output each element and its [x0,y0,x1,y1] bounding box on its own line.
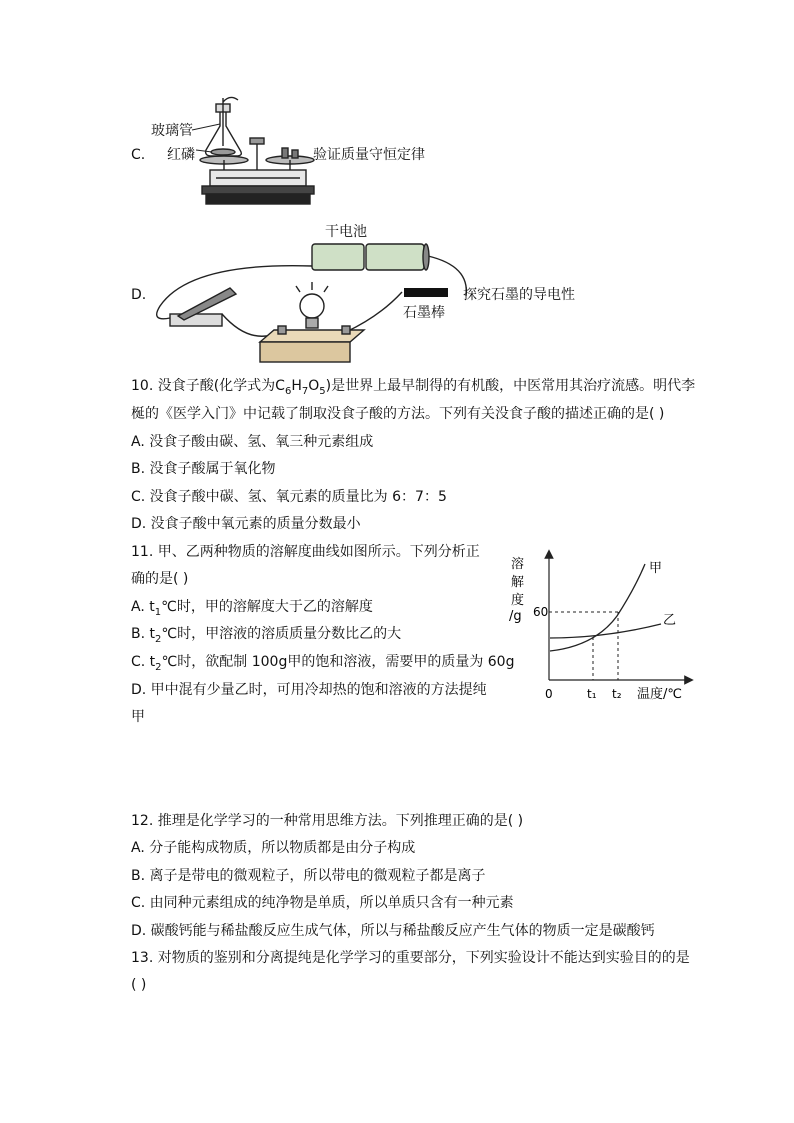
q12-option-c[interactable]: C. 由同种元素组成的纯净物是单质，所以单质只含有一种元素 [131,895,514,911]
q11-option-a[interactable]: A. $t_1℃$时，甲的溶解度大于乙的溶解度 [131,599,373,618]
q12-option-b[interactable]: B. 离子是带电的微观粒子，所以带电的微观粒子都是离子 [131,868,486,884]
series-yi-label: 乙 [663,613,677,628]
circuit-apparatus-figure [150,236,480,368]
q12-option-a[interactable]: A. 分子能构成物质，所以物质都是由分子构成 [131,840,416,856]
q13-stem-line-2: ( ) [131,977,147,993]
y-axis-label-3: 度 [511,593,525,608]
q10-option-b[interactable]: B. 没食子酸属于氧化物 [131,461,276,477]
flask-with-glass-tube [206,97,242,156]
q13-stem-line-1: 13. 对物质的鉴别和分离提纯是化学学习的重要部分，下列实验设计不能达到实验目的的是 [131,950,690,966]
q11-option-d-line-2: 甲 [131,709,145,725]
label-red-phosphorus: 红磷 [167,147,195,163]
y-axis-label-4: /g [509,609,522,624]
origin-label: 0 [545,687,553,701]
bulb-board [260,282,364,362]
balance-scale [200,138,314,204]
knife-switch [170,288,236,326]
q11-option-c[interactable]: C. $t_2℃$时，欲配制 100g甲的饱和溶液，需要甲的质量为 60g [131,654,515,673]
label-graphite-rod: 石墨棒 [403,305,445,321]
option-d-caption: 探究石墨的导电性 [463,287,575,303]
q11-option-b[interactable]: B. $t_2℃$时，甲溶液的溶质质量分数比乙的大 [131,626,402,645]
q10-option-a[interactable]: A. 没食子酸由碳、氢、氧三种元素组成 [131,434,374,450]
option-d-letter: D. [131,287,147,303]
q10-option-d[interactable]: D. 没食子酸中氧元素的质量分数最小 [131,516,361,532]
q12-option-d[interactable]: D. 碳酸钙能与稀盐酸反应生成气体，所以与稀盐酸反应产生气体的物质一定是碳酸钙 [131,923,655,939]
q11-stem-line-1: 11. 甲、乙两种物质的溶解度曲线如图所示。下列分析正 [131,544,480,560]
x-tick-t1: t₁ [587,687,597,701]
y-tick-60: 60 [533,605,549,619]
y-axis-label-2: 解 [511,575,525,590]
q10-stem-line-2: 梴的《医学入门》中记载了制取没食子酸的方法。下列有关没食子酸的描述正确的是( ) [131,406,665,422]
solubility-chart [505,548,705,708]
series-yi-curve [550,624,661,638]
label-dry-battery: 干电池 [325,224,367,240]
q12-stem: 12. 推理是化学学习的一种常用思维方法。下列推理正确的是( ) [131,813,524,829]
q11-stem-line-2: 确的是( ) [131,571,189,587]
q11-option-d-line-1[interactable]: D. 甲中混有少量乙时，可用冷却热的饱和溶液的方法提纯 [131,682,487,698]
q10-option-c[interactable]: C. 没食子酸中碳、氢、氧元素的质量比为 6：7：5 [131,489,447,505]
option-c-caption: 验证质量守恒定律 [313,147,425,163]
series-jia-label: 甲 [649,561,663,576]
option-c-letter: C. [131,147,146,163]
y-axis-label-1: 溶 [511,557,525,572]
graphite-rod [404,288,448,297]
label-glass-tube: 玻璃管 [151,123,193,139]
x-tick-t2: t₂ [612,687,622,701]
dry-battery [312,244,429,270]
q10-stem-line-1: 10. 没食子酸(化学式为$C_6H_7O_5$)是世界上最早制得的有机酸，中医常用其治疗流感。明代李 [131,378,696,397]
x-axis-label: 温度/℃ [637,687,682,702]
